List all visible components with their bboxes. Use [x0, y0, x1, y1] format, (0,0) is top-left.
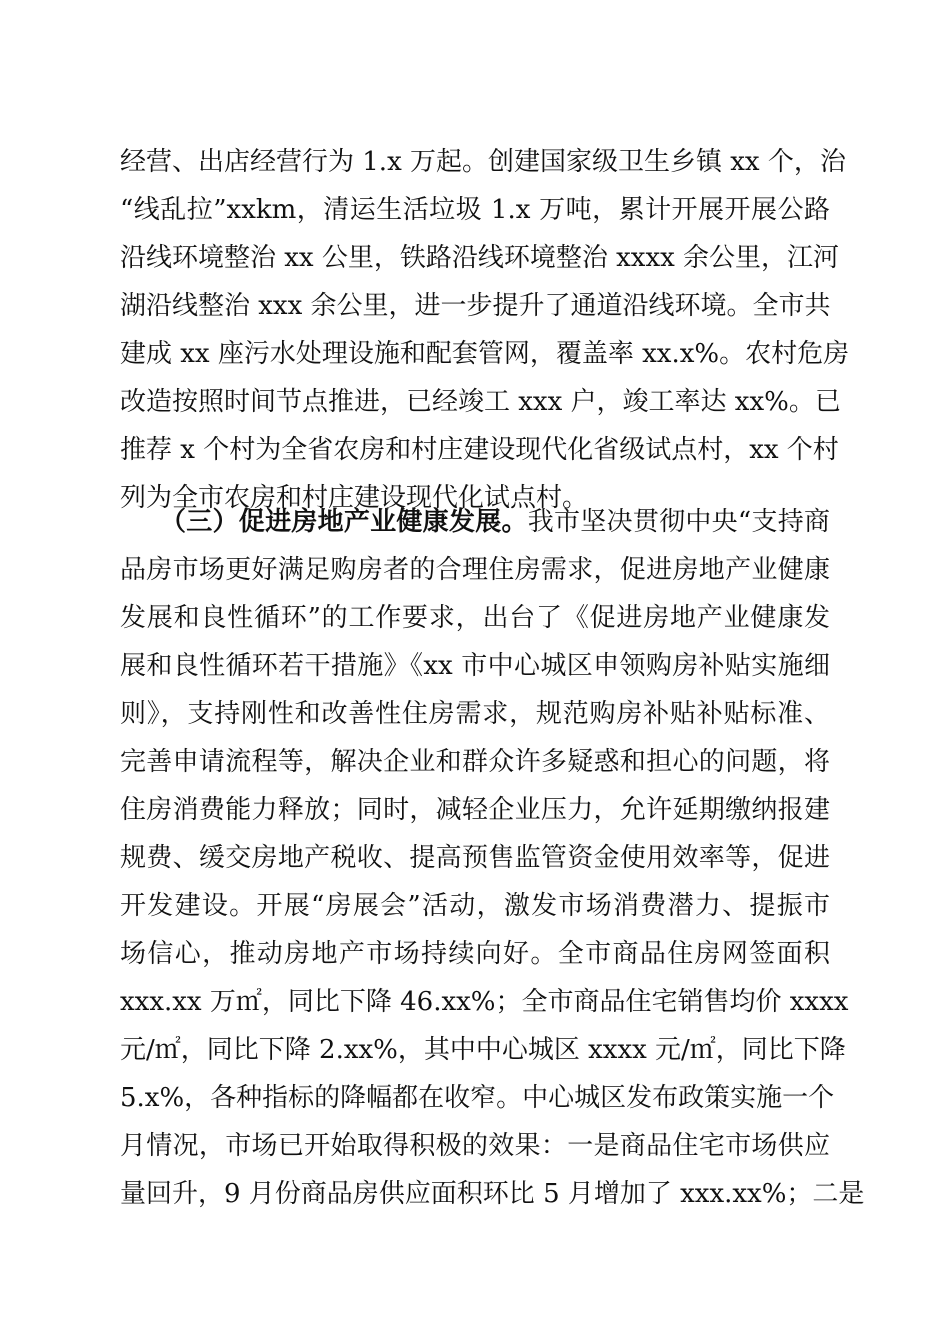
paragraph-sanitation-environment [120, 138, 850, 522]
text-line: 场信心，推动房地产市场持续向好。全市商品住房网签面积 [120, 939, 830, 969]
text-span: 我市坚决贯彻中央“支持商 [527, 507, 830, 537]
text-line: 5.x%，各种指标的降幅都在收窄。中心城区发布政策实施一个 [120, 1083, 835, 1113]
text-line: 开发建设。开展“房展会”活动，激发市场消费潜力、提振市 [120, 891, 830, 921]
text-line: 列为全市农房和村庄建设现代化试点村。 [120, 483, 589, 513]
text-line: 建成 xx 座污水处理设施和配套管网，覆盖率 xx.x%。农村危房 [120, 339, 850, 369]
text-line: 沿线环境整治 xx 公里，铁路沿线环境整治 xxxx 余公里，江河 [120, 243, 840, 273]
section-heading: （三）促进房地产业健康发展。 [160, 507, 528, 537]
text-line: 月情况，市场已开始取得积极的效果：一是商品住宅市场供应 [120, 1131, 830, 1161]
text-line: 规费、缓交房地产税收、提高预售监管资金使用效率等，促进 [120, 843, 830, 873]
text-line: 湖沿线整治 xxx 余公里，进一步提升了通道沿线环境。全市共 [120, 291, 831, 321]
paragraph-first-line [120, 498, 830, 546]
text-line: 住房消费能力释放；同时，减轻企业压力，允许延期缴纳报建 [120, 795, 830, 825]
text-line: 完善申请流程等，解决企业和群众许多疑惑和担心的问题，将 [120, 747, 830, 777]
text-line: 改造按照时间节点推进，已经竣工 xxx 户，竣工率达 xx%。已 [120, 387, 841, 417]
paragraph-real-estate [120, 498, 865, 1218]
text-line: “线乱拉”xxkm，清运生活垃圾 1.x 万吨，累计开展开展公路 [120, 195, 830, 225]
text-line: 量回升，9 月份商品房供应面积环比 5 月增加了 xxx.xx%；二是 [120, 1179, 865, 1209]
text-line: 推荐 x 个村为全省农房和村庄建设现代化省级试点村，xx 个村 [120, 435, 839, 465]
text-line: 品房市场更好满足购房者的合理住房需求，促进房地产业健康 [120, 555, 830, 585]
text-line: 展和良性循环若干措施》《xx 市中心城区申领购房补贴实施细 [120, 651, 830, 681]
text-line: 经营、出店经营行为 1.x 万起。创建国家级卫生乡镇 xx 个，治 [120, 147, 846, 177]
text-line: 元/㎡，同比下降 2.xx%，其中中心城区 xxxx 元/㎡，同比下降 [120, 1035, 846, 1065]
text-line: 则》，支持刚性和改善性住房需求，规范购房补贴补贴标准、 [120, 699, 830, 729]
text-line: xxx.xx 万㎡，同比下降 46.xx%；全市商品住宅销售均价 xxxx [120, 987, 849, 1017]
text-line: 发展和良性循环”的工作要求，出台了《促进房地产业健康发 [120, 603, 830, 633]
